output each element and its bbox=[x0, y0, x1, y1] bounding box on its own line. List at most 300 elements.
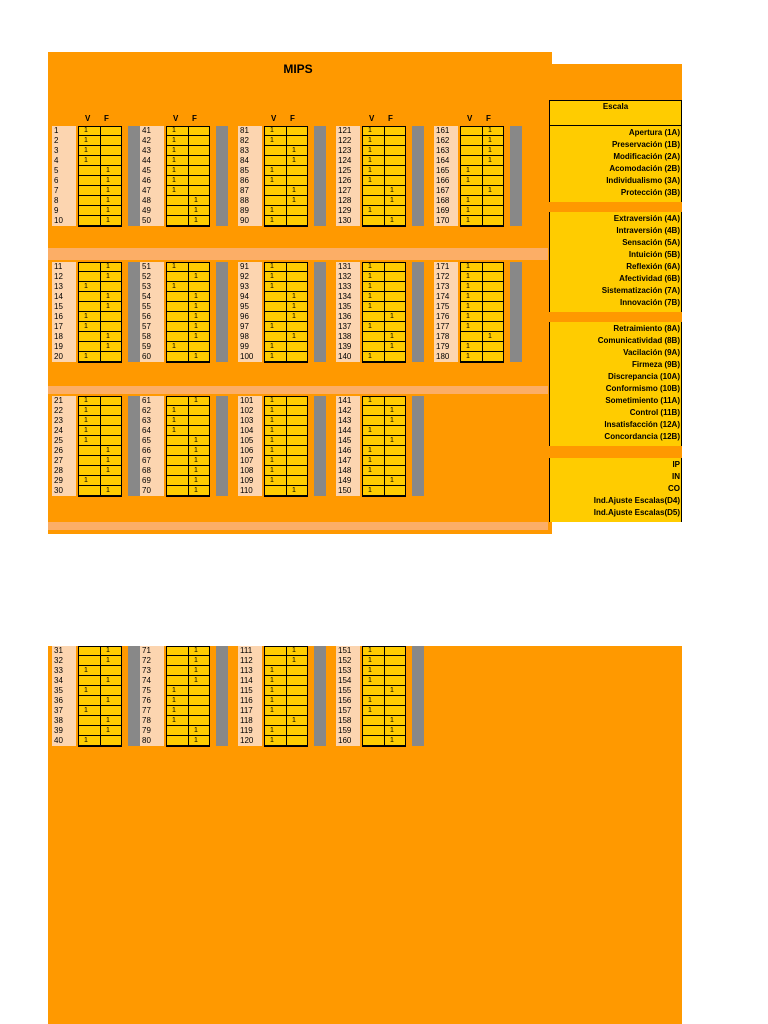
answer-mark: 1 bbox=[466, 313, 470, 320]
row-line bbox=[362, 196, 406, 206]
answer-mark: 1 bbox=[84, 667, 88, 674]
answer-mark: 1 bbox=[368, 273, 372, 280]
item-number: 31 bbox=[54, 646, 63, 655]
answer-mark: 1 bbox=[270, 447, 274, 454]
answer-mark: 1 bbox=[270, 167, 274, 174]
item-number: 170 bbox=[436, 216, 450, 225]
answer-mark: 1 bbox=[106, 467, 110, 474]
item-number: 154 bbox=[338, 676, 352, 685]
f-header: F bbox=[192, 114, 197, 123]
row-line bbox=[166, 486, 210, 496]
item-number: 115 bbox=[240, 686, 253, 695]
answer-mark: 1 bbox=[270, 273, 274, 280]
item-number: 147 bbox=[338, 456, 352, 465]
answer-mark: 1 bbox=[194, 313, 198, 320]
band-separator bbox=[48, 386, 548, 394]
answer-mark: 1 bbox=[84, 397, 88, 404]
answer-mark: 1 bbox=[194, 397, 198, 404]
answer-mark: 1 bbox=[84, 707, 88, 714]
answer-mark: 1 bbox=[466, 283, 470, 290]
answer-mark: 1 bbox=[106, 343, 110, 350]
answer-mark: 1 bbox=[84, 437, 88, 444]
item-number: 166 bbox=[436, 176, 450, 185]
scale-label: Extraversión (4A) bbox=[613, 214, 680, 223]
row-line bbox=[166, 476, 210, 486]
item-number: 10 bbox=[54, 216, 63, 225]
column-separator bbox=[412, 646, 424, 746]
answer-mark: 1 bbox=[106, 217, 110, 224]
item-number: 125 bbox=[338, 166, 352, 175]
answer-mark: 1 bbox=[172, 417, 176, 424]
item-number: 84 bbox=[240, 156, 249, 165]
answer-mark: 1 bbox=[106, 263, 110, 270]
row-line bbox=[362, 186, 406, 196]
answer-mark: 1 bbox=[368, 147, 372, 154]
answer-mark: 1 bbox=[368, 263, 372, 270]
item-number: 52 bbox=[142, 272, 151, 281]
item-number: 155 bbox=[338, 686, 352, 695]
answer-mark: 1 bbox=[466, 263, 470, 270]
scale-label: Conformismo (10B) bbox=[605, 384, 680, 393]
row-line bbox=[264, 716, 308, 726]
item-number: 124 bbox=[338, 156, 352, 165]
answer-mark: 1 bbox=[270, 437, 274, 444]
item-number: 137 bbox=[338, 322, 352, 331]
item-number: 174 bbox=[436, 292, 450, 301]
item-number: 145 bbox=[338, 436, 352, 445]
answer-mark: 1 bbox=[270, 177, 274, 184]
row-line bbox=[78, 446, 122, 456]
item-number: 103 bbox=[240, 416, 254, 425]
item-number: 135 bbox=[338, 302, 352, 311]
answer-mark: 1 bbox=[390, 313, 394, 320]
answer-mark: 1 bbox=[466, 353, 470, 360]
item-number: 101 bbox=[240, 396, 254, 405]
row-line bbox=[78, 176, 122, 186]
item-number: 123 bbox=[338, 146, 352, 155]
row-line bbox=[78, 272, 122, 282]
item-number: 46 bbox=[142, 176, 151, 185]
answer-mark: 1 bbox=[292, 313, 296, 320]
answer-mark: 1 bbox=[390, 417, 394, 424]
item-number: 142 bbox=[338, 406, 352, 415]
item-number: 19 bbox=[54, 342, 63, 351]
column-separator bbox=[128, 646, 140, 746]
scale-label: Intraversión (4B) bbox=[616, 226, 680, 235]
answer-mark: 1 bbox=[194, 293, 198, 300]
row-line bbox=[166, 456, 210, 466]
answer-mark: 1 bbox=[270, 737, 274, 744]
answer-mark: 1 bbox=[172, 147, 176, 154]
item-number: 161 bbox=[436, 126, 450, 135]
row-line bbox=[166, 352, 210, 362]
answer-mark: 1 bbox=[270, 127, 274, 134]
scale-header: Escala bbox=[549, 100, 682, 126]
item-number: 126 bbox=[338, 176, 352, 185]
row-line bbox=[78, 342, 122, 352]
answer-mark: 1 bbox=[270, 343, 274, 350]
item-number: 104 bbox=[240, 426, 254, 435]
item-number: 90 bbox=[240, 216, 249, 225]
scale-label: Insatisfacción (12A) bbox=[604, 420, 680, 429]
answer-mark: 1 bbox=[106, 187, 110, 194]
answer-mark: 1 bbox=[270, 263, 274, 270]
answer-mark: 1 bbox=[84, 137, 88, 144]
answer-mark: 1 bbox=[270, 397, 274, 404]
item-number: 73 bbox=[142, 666, 151, 675]
column-separator bbox=[314, 262, 326, 362]
item-number: 43 bbox=[142, 146, 151, 155]
scale-label: Vacilación (9A) bbox=[623, 348, 680, 357]
column-separator bbox=[216, 646, 228, 746]
answer-mark: 1 bbox=[390, 437, 394, 444]
answer-mark: 1 bbox=[194, 323, 198, 330]
answer-mark: 1 bbox=[172, 157, 176, 164]
row-line bbox=[264, 486, 308, 496]
row-line bbox=[264, 196, 308, 206]
item-number: 66 bbox=[142, 446, 151, 455]
answer-mark: 1 bbox=[368, 397, 372, 404]
row-line bbox=[166, 322, 210, 332]
answer-mark: 1 bbox=[194, 647, 198, 654]
answer-mark: 1 bbox=[84, 427, 88, 434]
row-line bbox=[78, 262, 122, 272]
column-separator bbox=[314, 396, 326, 496]
answer-mark: 1 bbox=[488, 187, 492, 194]
answer-mark: 1 bbox=[106, 447, 110, 454]
answer-mark: 1 bbox=[106, 717, 110, 724]
scale-label: Ind.Ajuste Escalas(D5) bbox=[593, 508, 680, 517]
answer-mark: 1 bbox=[270, 353, 274, 360]
answer-mark: 1 bbox=[270, 137, 274, 144]
answer-mark: 1 bbox=[368, 207, 372, 214]
answer-mark: 1 bbox=[466, 167, 470, 174]
item-number: 94 bbox=[240, 292, 249, 301]
answer-mark: 1 bbox=[390, 477, 394, 484]
item-number: 45 bbox=[142, 166, 151, 175]
answer-mark: 1 bbox=[106, 727, 110, 734]
answer-mark: 1 bbox=[292, 647, 296, 654]
answer-mark: 1 bbox=[106, 207, 110, 214]
item-number: 2 bbox=[54, 136, 59, 145]
item-number: 80 bbox=[142, 736, 151, 745]
item-number: 8 bbox=[54, 196, 59, 205]
item-number: 128 bbox=[338, 196, 352, 205]
answer-mark: 1 bbox=[466, 323, 470, 330]
answer-mark: 1 bbox=[84, 353, 88, 360]
item-number: 42 bbox=[142, 136, 151, 145]
answer-mark: 1 bbox=[106, 293, 110, 300]
answer-mark: 1 bbox=[390, 187, 394, 194]
item-number: 77 bbox=[142, 706, 151, 715]
item-number: 55 bbox=[142, 302, 151, 311]
item-number: 24 bbox=[54, 426, 63, 435]
row-line bbox=[362, 216, 406, 226]
column-separator bbox=[314, 126, 326, 226]
answer-mark: 1 bbox=[390, 727, 394, 734]
item-number: 38 bbox=[54, 716, 63, 725]
answer-mark: 1 bbox=[292, 157, 296, 164]
sheet-title: MIPS bbox=[283, 62, 313, 76]
item-number: 108 bbox=[240, 466, 254, 475]
answer-mark: 1 bbox=[368, 177, 372, 184]
item-number: 146 bbox=[338, 446, 352, 455]
row-line bbox=[362, 736, 406, 746]
row-line bbox=[166, 436, 210, 446]
item-number: 167 bbox=[436, 186, 450, 195]
row-line bbox=[362, 726, 406, 736]
item-number: 74 bbox=[142, 676, 151, 685]
item-number: 48 bbox=[142, 196, 151, 205]
item-number: 30 bbox=[54, 486, 63, 495]
item-number: 112 bbox=[240, 656, 253, 665]
answer-mark: 1 bbox=[368, 283, 372, 290]
f-header: F bbox=[388, 114, 393, 123]
column-separator bbox=[412, 396, 424, 496]
item-number: 163 bbox=[436, 146, 450, 155]
item-number: 11 bbox=[54, 262, 63, 271]
scale-label: Firmeza (9B) bbox=[631, 360, 680, 369]
row-line bbox=[362, 476, 406, 486]
answer-mark: 1 bbox=[84, 147, 88, 154]
row-line bbox=[362, 332, 406, 342]
row-line bbox=[460, 156, 504, 166]
row-line bbox=[166, 272, 210, 282]
item-number: 41 bbox=[142, 126, 151, 135]
column-separator bbox=[216, 262, 228, 362]
item-number: 129 bbox=[338, 206, 352, 215]
item-number: 63 bbox=[142, 416, 151, 425]
scale-label: Retraimiento (8A) bbox=[613, 324, 680, 333]
row-line bbox=[460, 332, 504, 342]
item-number: 138 bbox=[338, 332, 352, 341]
column-separator bbox=[128, 396, 140, 496]
answer-mark: 1 bbox=[368, 647, 372, 654]
answer-mark: 1 bbox=[172, 697, 176, 704]
item-number: 12 bbox=[54, 272, 63, 281]
scale-label: Sometimiento (11A) bbox=[605, 396, 680, 405]
item-number: 121 bbox=[338, 126, 352, 135]
item-number: 157 bbox=[338, 706, 352, 715]
answer-mark: 1 bbox=[106, 677, 110, 684]
item-number: 180 bbox=[436, 352, 450, 361]
answer-mark: 1 bbox=[172, 167, 176, 174]
row-line bbox=[78, 186, 122, 196]
answer-mark: 1 bbox=[368, 167, 372, 174]
row-line bbox=[264, 146, 308, 156]
scale-label: Control (11B) bbox=[629, 408, 680, 417]
row-line bbox=[362, 686, 406, 696]
answer-mark: 1 bbox=[84, 407, 88, 414]
scale-label: Apertura (1A) bbox=[628, 128, 680, 137]
item-number: 6 bbox=[54, 176, 59, 185]
answer-mark: 1 bbox=[270, 217, 274, 224]
answer-mark: 1 bbox=[270, 687, 274, 694]
item-number: 44 bbox=[142, 156, 151, 165]
answer-mark: 1 bbox=[488, 333, 492, 340]
answer-mark: 1 bbox=[106, 697, 110, 704]
row-line bbox=[78, 646, 122, 656]
item-number: 20 bbox=[54, 352, 63, 361]
item-number: 59 bbox=[142, 342, 151, 351]
answer-mark: 1 bbox=[194, 333, 198, 340]
answer-mark: 1 bbox=[292, 147, 296, 154]
answer-mark: 1 bbox=[194, 217, 198, 224]
item-number: 134 bbox=[338, 292, 352, 301]
row-line bbox=[78, 486, 122, 496]
item-number: 58 bbox=[142, 332, 151, 341]
row-line bbox=[460, 146, 504, 156]
column-separator bbox=[412, 126, 424, 226]
row-line bbox=[264, 302, 308, 312]
item-number: 91 bbox=[240, 262, 249, 271]
item-number: 87 bbox=[240, 186, 249, 195]
item-number: 25 bbox=[54, 436, 63, 445]
answer-mark: 1 bbox=[106, 647, 110, 654]
answer-mark: 1 bbox=[390, 343, 394, 350]
answer-mark: 1 bbox=[292, 717, 296, 724]
item-number: 158 bbox=[338, 716, 352, 725]
row-line bbox=[264, 312, 308, 322]
answer-mark: 1 bbox=[194, 197, 198, 204]
scale-label: Sistematización (7A) bbox=[601, 286, 680, 295]
item-number: 130 bbox=[338, 216, 352, 225]
item-number: 175 bbox=[436, 302, 450, 311]
answer-mark: 1 bbox=[194, 437, 198, 444]
answer-mark: 1 bbox=[106, 457, 110, 464]
answer-mark: 1 bbox=[270, 727, 274, 734]
answer-mark: 1 bbox=[368, 657, 372, 664]
column-separator bbox=[510, 126, 522, 226]
answer-mark: 1 bbox=[172, 707, 176, 714]
answer-mark: 1 bbox=[390, 217, 394, 224]
answer-mark: 1 bbox=[466, 197, 470, 204]
item-number: 70 bbox=[142, 486, 151, 495]
scale-group bbox=[549, 322, 682, 446]
answer-mark: 1 bbox=[84, 417, 88, 424]
answer-mark: 1 bbox=[368, 487, 372, 494]
item-number: 62 bbox=[142, 406, 151, 415]
item-number: 71 bbox=[142, 646, 151, 655]
row-line bbox=[460, 136, 504, 146]
answer-mark: 1 bbox=[194, 353, 198, 360]
item-number: 13 bbox=[54, 282, 63, 291]
item-number: 28 bbox=[54, 466, 63, 475]
row-line bbox=[362, 312, 406, 322]
item-number: 119 bbox=[240, 726, 253, 735]
row-line bbox=[78, 656, 122, 666]
row-line bbox=[362, 716, 406, 726]
item-number: 149 bbox=[338, 476, 352, 485]
item-number: 61 bbox=[142, 396, 151, 405]
scale-group bbox=[549, 126, 682, 202]
item-number: 82 bbox=[240, 136, 249, 145]
answer-mark: 1 bbox=[84, 283, 88, 290]
answer-mark: 1 bbox=[292, 187, 296, 194]
scale-label: Afectividad (6B) bbox=[619, 274, 680, 283]
answer-mark: 1 bbox=[390, 197, 394, 204]
row-line bbox=[166, 656, 210, 666]
band-separator bbox=[48, 248, 548, 260]
item-number: 76 bbox=[142, 696, 151, 705]
item-number: 17 bbox=[54, 322, 63, 331]
item-number: 150 bbox=[338, 486, 352, 495]
answer-mark: 1 bbox=[390, 407, 394, 414]
answer-mark: 1 bbox=[270, 323, 274, 330]
item-number: 40 bbox=[54, 736, 63, 745]
answer-mark: 1 bbox=[488, 157, 492, 164]
row-line bbox=[362, 416, 406, 426]
item-number: 162 bbox=[436, 136, 450, 145]
item-number: 159 bbox=[338, 726, 352, 735]
item-number: 18 bbox=[54, 332, 63, 341]
v-header: V bbox=[369, 114, 375, 123]
scale-label: Innovación (7B) bbox=[619, 298, 680, 307]
answer-mark: 1 bbox=[368, 707, 372, 714]
answer-mark: 1 bbox=[194, 667, 198, 674]
answer-mark: 1 bbox=[84, 323, 88, 330]
item-number: 32 bbox=[54, 656, 63, 665]
column-separator bbox=[216, 126, 228, 226]
item-number: 3 bbox=[54, 146, 59, 155]
answer-mark: 1 bbox=[270, 207, 274, 214]
item-number: 116 bbox=[240, 696, 253, 705]
item-number: 9 bbox=[54, 206, 59, 215]
v-header: V bbox=[173, 114, 179, 123]
row-line bbox=[166, 216, 210, 226]
item-number: 21 bbox=[54, 396, 63, 405]
item-number: 169 bbox=[436, 206, 450, 215]
scale-label: IN bbox=[672, 472, 680, 481]
answer-mark: 1 bbox=[194, 657, 198, 664]
item-number: 39 bbox=[54, 726, 63, 735]
item-number: 53 bbox=[142, 282, 151, 291]
item-number: 16 bbox=[54, 312, 63, 321]
item-number: 81 bbox=[240, 126, 249, 135]
item-number: 67 bbox=[142, 456, 151, 465]
answer-mark: 1 bbox=[172, 127, 176, 134]
item-number: 14 bbox=[54, 292, 63, 301]
row-line bbox=[78, 726, 122, 736]
answer-mark: 1 bbox=[84, 313, 88, 320]
row-line bbox=[264, 646, 308, 656]
answer-mark: 1 bbox=[194, 727, 198, 734]
answer-mark: 1 bbox=[270, 457, 274, 464]
answer-mark: 1 bbox=[270, 417, 274, 424]
answer-mark: 1 bbox=[106, 333, 110, 340]
row-line bbox=[166, 676, 210, 686]
item-number: 156 bbox=[338, 696, 352, 705]
f-header: F bbox=[486, 114, 491, 123]
item-number: 165 bbox=[436, 166, 450, 175]
answer-mark: 1 bbox=[172, 177, 176, 184]
row-line bbox=[264, 332, 308, 342]
scale-label: Acomodación (2B) bbox=[609, 164, 680, 173]
answer-mark: 1 bbox=[292, 487, 296, 494]
row-line bbox=[78, 716, 122, 726]
row-line bbox=[78, 302, 122, 312]
item-number: 152 bbox=[338, 656, 352, 665]
item-number: 132 bbox=[338, 272, 352, 281]
scale-group bbox=[549, 458, 682, 522]
answer-mark: 1 bbox=[292, 293, 296, 300]
answer-mark: 1 bbox=[466, 273, 470, 280]
answer-mark: 1 bbox=[488, 137, 492, 144]
item-number: 68 bbox=[142, 466, 151, 475]
item-number: 153 bbox=[338, 666, 352, 675]
answer-mark: 1 bbox=[194, 457, 198, 464]
row-line bbox=[78, 206, 122, 216]
